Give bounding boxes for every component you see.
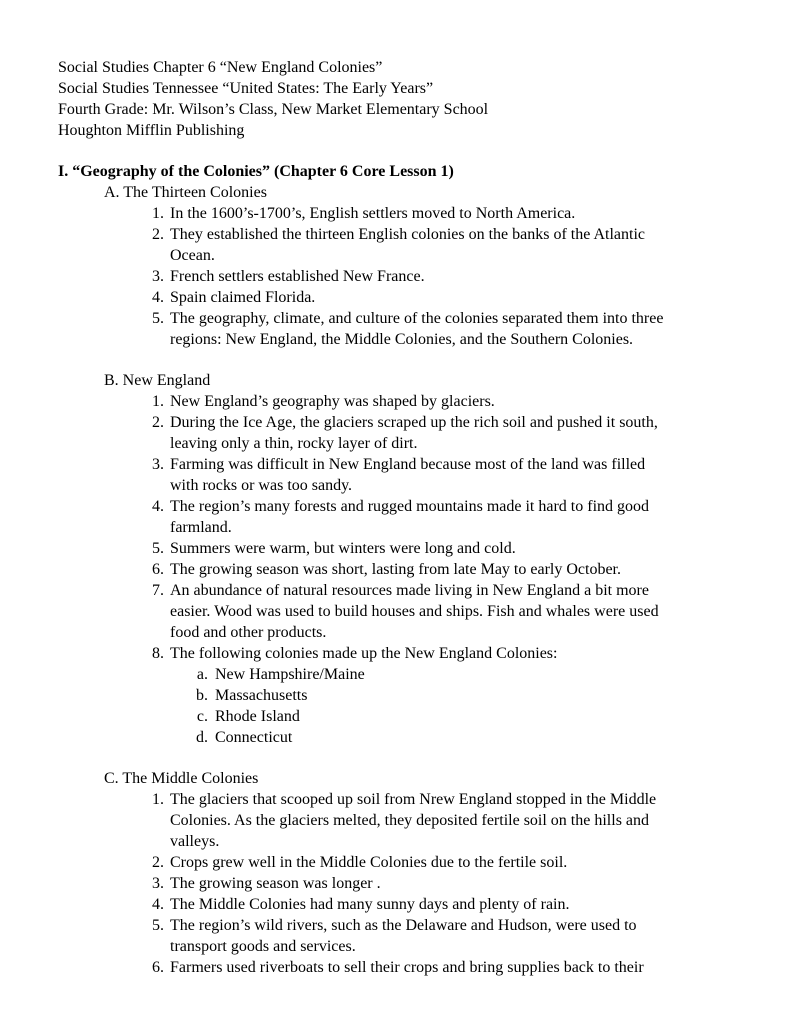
list-item: The Middle Colonies had many sunny days and plenty of rain. (170, 896, 570, 913)
list-number: 5. (152, 310, 164, 327)
list-number: 4. (152, 289, 164, 306)
list-item-continuation: valleys. (170, 833, 220, 850)
list-number: 1. (152, 205, 164, 222)
list-item-continuation: regions: New England, the Middle Colonies, and the Southern Colonies. (170, 331, 634, 348)
list-number: 2. (152, 854, 164, 871)
list-item: New England’s geography was shaped by glaciers. (170, 393, 495, 410)
section-title: I. “Geography of the Colonies” (Chapter 6 Core Lesson 1) (58, 163, 454, 180)
list-number: 7. (152, 582, 164, 599)
list-item: Farmers used riverboats to sell their crops and bring supplies back to their (170, 959, 644, 976)
list-item-continuation: easier. Wood was used to build houses and ships. Fish and whales were used (170, 603, 659, 620)
list-item: In the 1600’s-1700’s, English settlers moved to North America. (170, 205, 576, 222)
subsection-heading-c: C. The Middle Colonies (104, 770, 259, 787)
sublist-item: Rhode Island (215, 708, 300, 725)
list-item: Crops grew well in the Middle Colonies due to the fertile soil. (170, 854, 568, 871)
list-item: The region’s wild rivers, such as the Delaware and Hudson, were used to (170, 917, 637, 934)
list-item-continuation: leaving only a thin, rocky layer of dirt. (170, 435, 418, 452)
sublist-letter: b. (196, 687, 208, 704)
list-number: 2. (152, 226, 164, 243)
list-number: 5. (152, 917, 164, 934)
sublist-item: New Hampshire/Maine (215, 666, 365, 683)
list-item: The growing season was longer . (170, 875, 381, 892)
header-line-1: Social Studies Chapter 6 “New England Colonies” (58, 59, 383, 76)
header-line-3: Fourth Grade: Mr. Wilson’s Class, New Market Elementary School (58, 101, 489, 118)
list-item: The geography, climate, and culture of the colonies separated them into three (170, 310, 664, 327)
sublist-item: Massachusetts (215, 687, 308, 704)
sublist-letter: a. (196, 666, 208, 683)
list-number: 5. (152, 540, 164, 557)
list-item: Farming was difficult in New England because most of the land was filled (170, 456, 646, 473)
header-line-4: Houghton Mifflin Publishing (58, 122, 245, 139)
list-item-continuation: Ocean. (170, 247, 215, 264)
list-item: During the Ice Age, the glaciers scraped up the rich soil and pushed it south, (170, 414, 658, 431)
header-line-2: Social Studies Tennessee “United States: The Early Years” (58, 80, 434, 97)
list-item-continuation: food and other products. (170, 624, 327, 641)
list-item: French settlers established New France. (170, 268, 425, 285)
list-number: 4. (152, 896, 164, 913)
list-item: The growing season was short, lasting from late May to early October. (170, 561, 621, 578)
list-number: 1. (152, 791, 164, 808)
list-item: The glaciers that scooped up soil from Nrew England stopped in the Middle (170, 791, 657, 808)
list-number: 3. (152, 268, 164, 285)
list-item: The following colonies made up the New England Colonies: (170, 645, 558, 662)
sublist-letter: c. (196, 708, 208, 725)
subsection-heading-a: A. The Thirteen Colonies (104, 184, 267, 201)
list-number: 4. (152, 498, 164, 515)
list-number: 8. (152, 645, 164, 662)
list-number: 2. (152, 414, 164, 431)
list-item-continuation: farmland. (170, 519, 232, 536)
list-item: The region’s many forests and rugged mountains made it hard to find good (170, 498, 650, 515)
list-item-continuation: Colonies. As the glaciers melted, they deposited fertile soil on the hills and (170, 812, 650, 829)
list-number: 3. (152, 456, 164, 473)
list-item: An abundance of natural resources made living in New England a bit more (170, 582, 649, 599)
list-number: 1. (152, 393, 164, 410)
list-number: 6. (152, 561, 164, 578)
subsection-heading-b: B. New England (104, 372, 211, 389)
list-number: 6. (152, 959, 164, 976)
sublist-letter: d. (196, 729, 208, 746)
list-item-continuation: transport goods and services. (170, 938, 356, 955)
sublist-item: Connecticut (215, 729, 293, 746)
list-item: Summers were warm, but winters were long and cold. (170, 540, 516, 557)
list-item: They established the thirteen English colonies on the banks of the Atlantic (170, 226, 645, 243)
list-item: Spain claimed Florida. (170, 289, 316, 306)
list-item-continuation: with rocks or was too sandy. (170, 477, 353, 494)
list-number: 3. (152, 875, 164, 892)
